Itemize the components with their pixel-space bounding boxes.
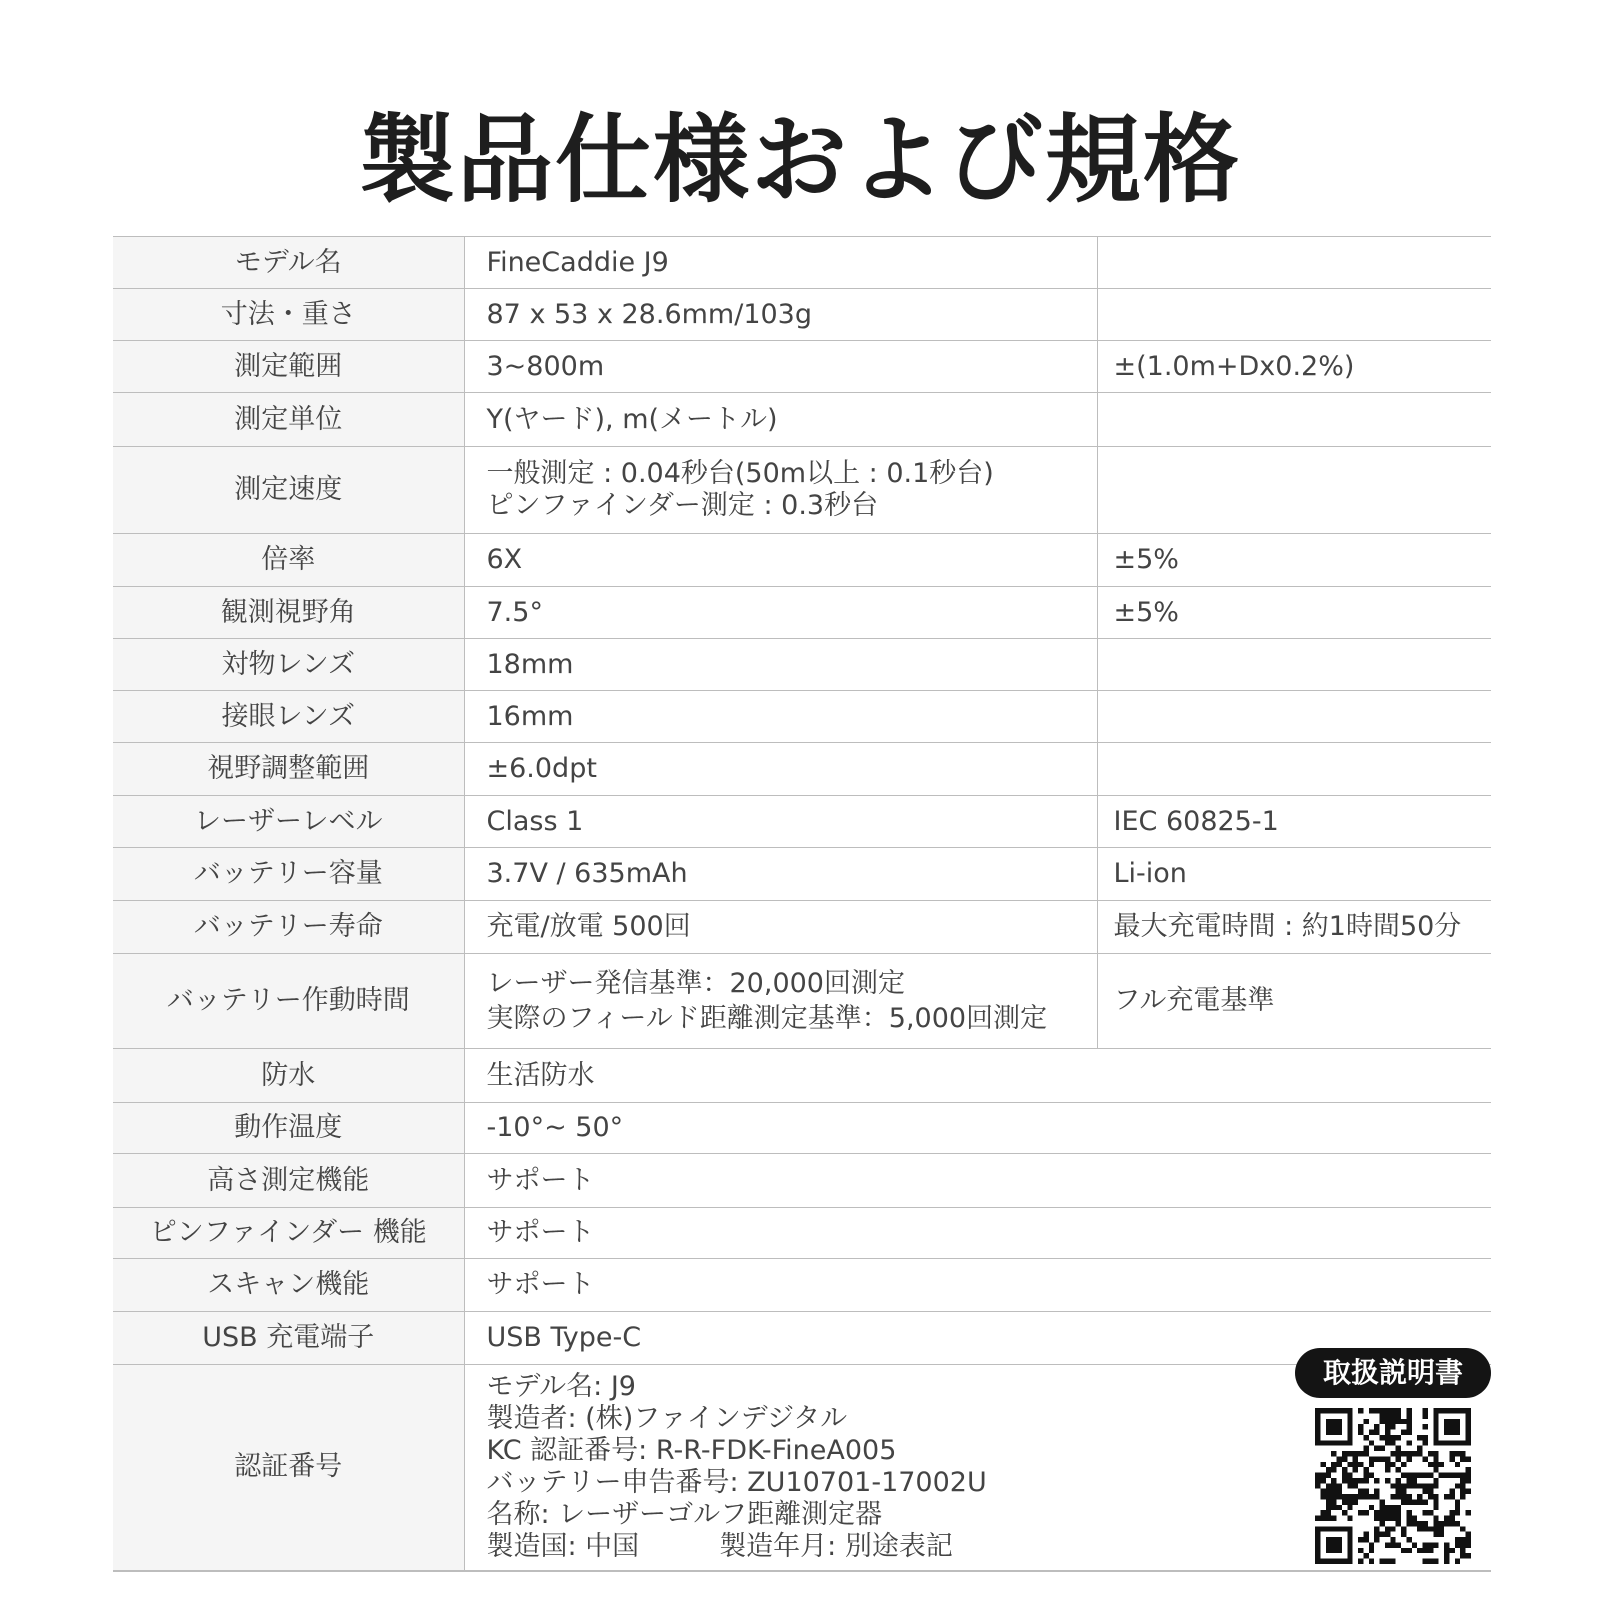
spec-value: サポート: [464, 1259, 1491, 1312]
spec-value-line: ピンファインダー測定 : 0.3秒台: [486, 490, 879, 521]
spec-value: 充電/放電 500回: [464, 901, 1097, 954]
spec-value: 3~800m: [464, 341, 1097, 393]
spec-value: 18mm: [464, 639, 1097, 691]
table-row: [113, 1312, 1491, 1365]
spec-label: バッテリー作動時間: [113, 954, 464, 1049]
spec-label: バッテリー容量: [113, 848, 464, 901]
spec-value: USB Type-C: [464, 1312, 1491, 1365]
spec-value: Y(ヤード), m(メートル): [464, 393, 1097, 447]
spec-value: 生活防水: [464, 1049, 1491, 1103]
spec-label: 動作温度: [113, 1103, 464, 1154]
spec-note: [1097, 289, 1491, 341]
spec-value-line: KC 認証番号: R-R-FDK-FineA005: [486, 1435, 897, 1467]
table-row: [113, 639, 1491, 691]
spec-note: [1097, 447, 1491, 534]
table-row: [113, 1365, 1491, 1571]
spec-note: ±5%: [1097, 587, 1491, 639]
spec-label: 倍率: [113, 534, 464, 587]
spec-note: ±5%: [1097, 534, 1491, 587]
page-title: 製品仕様および規格: [359, 104, 1241, 216]
country-of-manufacture: 製造国: 中国: [486, 1531, 640, 1563]
table-row: [113, 534, 1491, 587]
spec-label: スキャン機能: [113, 1259, 464, 1312]
spec-label: 対物レンズ: [113, 639, 464, 691]
spec-note: 最大充電時間 : 約1時間50分: [1097, 901, 1491, 954]
spec-value: 7.5°: [464, 587, 1097, 639]
spec-value-line: 一般測定 : 0.04秒台(50m以上 : 0.1秒台): [486, 458, 994, 489]
spec-value: 16mm: [464, 691, 1097, 743]
table-row: [113, 901, 1491, 954]
spec-label: 寸法・重さ: [113, 289, 464, 341]
table-row: [113, 393, 1491, 447]
spec-label: 視野調整範囲: [113, 743, 464, 796]
table-row: [113, 289, 1491, 341]
spec-note: IEC 60825-1: [1097, 796, 1491, 848]
spec-value-line: 製造者: (株)ファインデジタル: [486, 1403, 848, 1435]
spec-label: USB 充電端子: [113, 1312, 464, 1365]
table-row: [113, 1049, 1491, 1103]
table-row: [113, 796, 1491, 848]
spec-value-line: モデル名: J9: [486, 1371, 636, 1403]
spec-value: 87 x 53 x 28.6mm/103g: [464, 289, 1097, 341]
spec-value-line: バッテリー申告番号: ZU10701-17002U: [486, 1467, 987, 1499]
table-row: [113, 743, 1491, 796]
table-row: [113, 341, 1491, 393]
spec-note: [1097, 237, 1491, 289]
spec-label: バッテリー寿命: [113, 901, 464, 954]
qr-code-icon[interactable]: [1315, 1408, 1471, 1564]
spec-value: サポート: [464, 1208, 1491, 1259]
table-row: [113, 1259, 1491, 1312]
spec-value: [464, 447, 1097, 534]
spec-value: 6X: [464, 534, 1097, 587]
spec-label: 高さ測定機能: [113, 1154, 464, 1208]
spec-value-line: 実際のフィールド距離測定基準：5,000回測定: [486, 1003, 1048, 1034]
spec-value: FineCaddie J9: [464, 237, 1097, 289]
spec-value: サポート: [464, 1154, 1491, 1208]
table-row: [113, 691, 1491, 743]
spec-label: 測定範囲: [113, 341, 464, 393]
spec-value: ±6.0dpt: [464, 743, 1097, 796]
spec-value: 3.7V / 635mAh: [464, 848, 1097, 901]
table-row: [113, 1154, 1491, 1208]
spec-value-line: レーザー発信基準：20,000回測定: [486, 968, 905, 999]
spec-label: モデル名: [113, 237, 464, 289]
table-row: [113, 447, 1491, 534]
spec-label: 接眼レンズ: [113, 691, 464, 743]
table-row: [113, 587, 1491, 639]
spec-value-line: 名称: レーザーゴルフ距離測定器: [486, 1499, 883, 1531]
spec-note: [1097, 743, 1491, 796]
spec-label: 測定単位: [113, 393, 464, 447]
spec-value: [464, 954, 1097, 1049]
spec-label: ピンファインダー 機能: [113, 1208, 464, 1259]
spec-table: [113, 236, 1491, 1572]
spec-label: レーザーレベル: [113, 796, 464, 848]
spec-note: Li-ion: [1097, 848, 1491, 901]
spec-label: 測定速度: [113, 447, 464, 534]
spec-note: [1097, 691, 1491, 743]
spec-label: 認証番号: [113, 1365, 464, 1571]
spec-note: ±(1.0m+Dx0.2%): [1097, 341, 1491, 393]
spec-value: Class 1: [464, 796, 1097, 848]
table-row: [113, 1103, 1491, 1154]
table-row: [113, 954, 1491, 1049]
manufacture-date: 製造年月: 別途表記: [719, 1531, 953, 1563]
manual-badge: 取扱説明書: [1295, 1348, 1491, 1398]
spec-note: [1097, 639, 1491, 691]
table-row: [113, 848, 1491, 901]
spec-note: フル充電基準: [1097, 954, 1491, 1049]
table-row: [113, 237, 1491, 289]
spec-value: -10°~ 50°: [464, 1103, 1491, 1154]
spec-label: 防水: [113, 1049, 464, 1103]
spec-note: [1097, 393, 1491, 447]
spec-label: 観測視野角: [113, 587, 464, 639]
table-row: [113, 1208, 1491, 1259]
